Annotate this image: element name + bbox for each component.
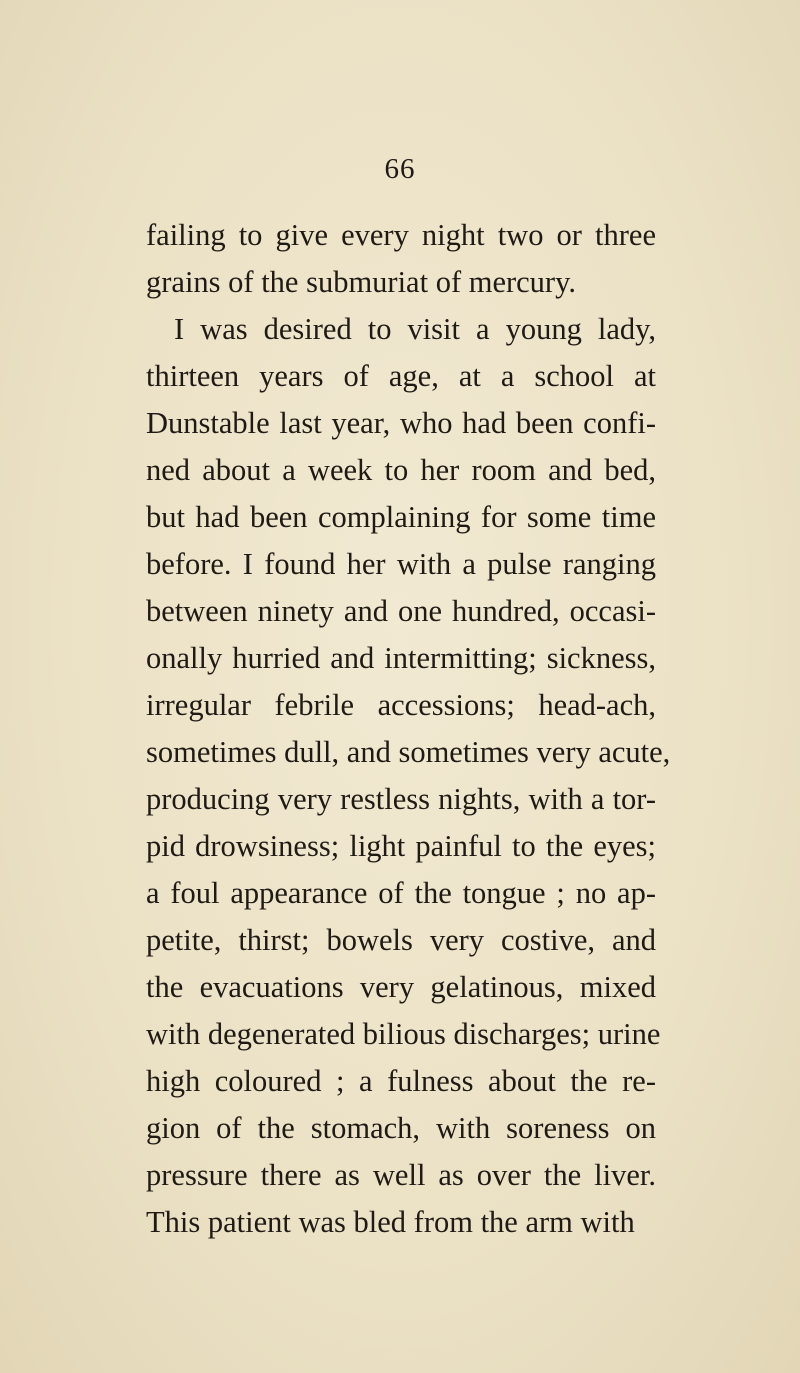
- text-line: failing to give every night two or three: [146, 218, 656, 252]
- text-line: thirteen years of age, at a school at: [146, 359, 656, 393]
- text-line: Dunstable last year, who had been confi-: [146, 406, 656, 440]
- text-line: irregular febrile accessions; head-ach,: [146, 688, 656, 722]
- text-line: ned about a week to her room and bed,: [146, 453, 656, 487]
- text-line: pid drowsiness; light painful to the eyes;: [146, 829, 656, 863]
- text-line: pressure there as well as over the liver.: [146, 1158, 656, 1192]
- page-number: 66: [384, 153, 416, 185]
- text-line: This patient was bled from the arm with: [146, 1205, 635, 1239]
- text-line: the evacuations very gelatinous, mixed: [146, 970, 656, 1004]
- text-line: before. I found her with a pulse ranging: [146, 547, 656, 581]
- text-line: onally hurried and intermitting; sickness,: [146, 641, 656, 675]
- text-line: between ninety and one hundred, occasi-: [146, 594, 656, 628]
- text-line: gion of the stomach, with soreness on: [146, 1111, 656, 1145]
- body-text: [146, 212, 671, 1246]
- text-line: producing very restless nights, with a tor-: [146, 782, 656, 816]
- text-line: I was desired to visit a young lady,: [174, 312, 656, 346]
- text-line: with degenerated bilious discharges; urine: [146, 1017, 661, 1051]
- text-line: grains of the submuriat of mercury.: [146, 265, 576, 299]
- text-line: sometimes dull, and sometimes very acute,: [146, 735, 671, 769]
- text-line: but had been complaining for some time: [146, 500, 656, 534]
- text-line: high coloured ; a fulness about the re-: [146, 1064, 656, 1098]
- text-line: petite, thirst; bowels very costive, and: [146, 923, 656, 957]
- text-line: a foul appearance of the tongue ; no ap-: [146, 876, 656, 910]
